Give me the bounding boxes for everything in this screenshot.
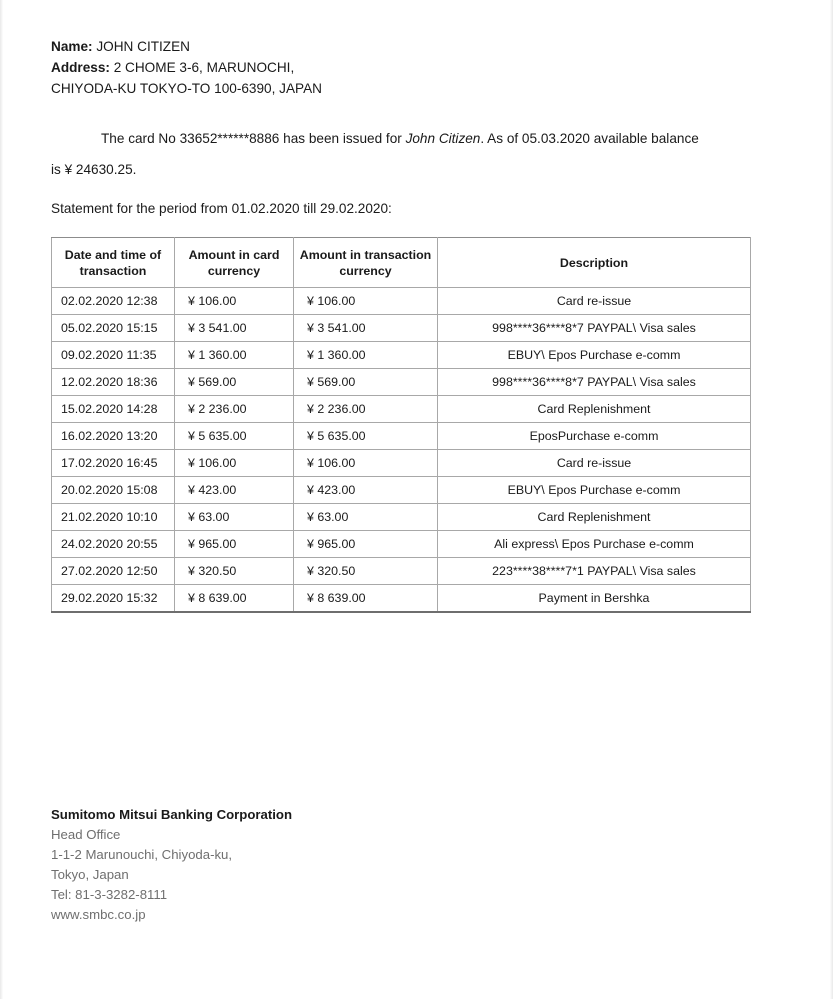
table-row bbox=[52, 585, 751, 613]
recipient-block bbox=[51, 36, 751, 99]
cell-amount-transaction: ¥ 3 541.00 bbox=[294, 315, 438, 342]
cell-amount-transaction: ¥ 569.00 bbox=[294, 369, 438, 396]
recipient-name-line bbox=[51, 36, 751, 57]
cell-description: 998****36****8*7 PAYPAL\ Visa sales bbox=[438, 315, 751, 342]
cell-date: 02.02.2020 12:38 bbox=[52, 288, 175, 315]
table-header-row bbox=[52, 238, 751, 288]
table-row bbox=[52, 504, 751, 531]
cell-amount-card: ¥ 320.50 bbox=[175, 558, 294, 585]
cell-amount-transaction: ¥ 965.00 bbox=[294, 531, 438, 558]
document-content bbox=[51, 36, 751, 613]
table-row bbox=[52, 396, 751, 423]
cell-amount-card: ¥ 423.00 bbox=[175, 477, 294, 504]
footer-office: Head Office bbox=[51, 827, 121, 842]
cell-date: 09.02.2020 11:35 bbox=[52, 342, 175, 369]
cell-amount-transaction: ¥ 1 360.00 bbox=[294, 342, 438, 369]
table-row bbox=[52, 423, 751, 450]
cell-amount-transaction: ¥ 106.00 bbox=[294, 288, 438, 315]
cell-amount-transaction: ¥ 423.00 bbox=[294, 477, 438, 504]
table-row bbox=[52, 558, 751, 585]
address-value-line-1: 2 CHOME 3-6, MARUNOCHI, bbox=[113, 60, 295, 75]
cell-amount-card: ¥ 8 639.00 bbox=[175, 585, 294, 613]
intro-cardholder-name: John Citizen bbox=[405, 131, 481, 146]
footer-phone: Tel: 81-3-3282-8111 bbox=[51, 887, 168, 902]
cell-date: 17.02.2020 16:45 bbox=[52, 450, 175, 477]
cell-amount-transaction: ¥ 320.50 bbox=[294, 558, 438, 585]
cell-description: 998****36****8*7 PAYPAL\ Visa sales bbox=[438, 369, 751, 396]
column-header-amount-transaction: Amount in transaction currency bbox=[294, 238, 438, 288]
bank-footer bbox=[51, 805, 292, 925]
table-row bbox=[52, 450, 751, 477]
column-header-amount-card: Amount in card currency bbox=[175, 238, 294, 288]
cell-date: 29.02.2020 15:32 bbox=[52, 585, 175, 613]
table-row bbox=[52, 477, 751, 504]
cell-date: 24.02.2020 20:55 bbox=[52, 531, 175, 558]
transactions-table bbox=[51, 237, 751, 613]
table-header bbox=[52, 238, 751, 288]
table-body bbox=[52, 288, 751, 613]
recipient-address-line-1 bbox=[51, 57, 751, 78]
cell-description: Payment in Bershka bbox=[438, 585, 751, 613]
cell-amount-transaction: ¥ 63.00 bbox=[294, 504, 438, 531]
cell-description: 223****38****7*1 PAYPAL\ Visa sales bbox=[438, 558, 751, 585]
cell-amount-card: ¥ 965.00 bbox=[175, 531, 294, 558]
cell-date: 12.02.2020 18:36 bbox=[52, 369, 175, 396]
cell-amount-card: ¥ 1 360.00 bbox=[175, 342, 294, 369]
table-row bbox=[52, 531, 751, 558]
cell-amount-transaction: ¥ 106.00 bbox=[294, 450, 438, 477]
cell-amount-transaction: ¥ 8 639.00 bbox=[294, 585, 438, 613]
table-row bbox=[52, 342, 751, 369]
name-value: JOHN CITIZEN bbox=[96, 39, 190, 54]
name-label: Name: bbox=[51, 39, 93, 54]
cell-amount-card: ¥ 5 635.00 bbox=[175, 423, 294, 450]
footer-address-line-1: 1-1-2 Marunouchi, Chiyoda-ku, bbox=[51, 847, 233, 862]
page-edge-left bbox=[0, 0, 3, 999]
cell-amount-card: ¥ 2 236.00 bbox=[175, 396, 294, 423]
intro-text-part-2: . As of 05.03.2020 available balance is ¥ 24630.25. bbox=[51, 131, 699, 177]
footer-bank-name: Sumitomo Mitsui Banking Corporation bbox=[51, 807, 293, 822]
cell-date: 21.02.2020 10:10 bbox=[52, 504, 175, 531]
cell-description: EposPurchase e-comm bbox=[438, 423, 751, 450]
cell-description: Card Replenishment bbox=[438, 396, 751, 423]
cell-amount-transaction: ¥ 5 635.00 bbox=[294, 423, 438, 450]
cell-date: 20.02.2020 15:08 bbox=[52, 477, 175, 504]
footer-website: www.smbc.co.jp bbox=[51, 907, 146, 922]
cell-description: Ali express\ Epos Purchase e-comm bbox=[438, 531, 751, 558]
table-row bbox=[52, 288, 751, 315]
cell-amount-card: ¥ 63.00 bbox=[175, 504, 294, 531]
cell-description: Card re-issue bbox=[438, 288, 751, 315]
table-row bbox=[52, 315, 751, 342]
recipient-address-line-2: CHIYODA-KU TOKYO-TO 100-6390, JAPAN bbox=[51, 81, 322, 96]
intro-text-part-1: The card No 33652******8886 has been issued for bbox=[101, 131, 406, 146]
footer-address-line-2: Tokyo, Japan bbox=[51, 867, 129, 882]
cell-description: Card Replenishment bbox=[438, 504, 751, 531]
cell-date: 27.02.2020 12:50 bbox=[52, 558, 175, 585]
column-header-date: Date and time of transaction bbox=[52, 238, 175, 288]
intro-paragraph bbox=[51, 123, 711, 185]
cell-description: EBUY\ Epos Purchase e-comm bbox=[438, 342, 751, 369]
cell-amount-card: ¥ 106.00 bbox=[175, 288, 294, 315]
table-row bbox=[52, 369, 751, 396]
cell-description: Card re-issue bbox=[438, 450, 751, 477]
cell-amount-card: ¥ 3 541.00 bbox=[175, 315, 294, 342]
cell-amount-card: ¥ 569.00 bbox=[175, 369, 294, 396]
column-header-description: Description bbox=[438, 238, 751, 288]
cell-date: 05.02.2020 15:15 bbox=[52, 315, 175, 342]
cell-amount-card: ¥ 106.00 bbox=[175, 450, 294, 477]
address-label: Address: bbox=[51, 60, 110, 75]
statement-period-line: Statement for the period from 01.02.2020 till 29.02.2020: bbox=[51, 201, 392, 216]
cell-date: 16.02.2020 13:20 bbox=[52, 423, 175, 450]
cell-date: 15.02.2020 14:28 bbox=[52, 396, 175, 423]
cell-description: EBUY\ Epos Purchase e-comm bbox=[438, 477, 751, 504]
cell-amount-transaction: ¥ 2 236.00 bbox=[294, 396, 438, 423]
